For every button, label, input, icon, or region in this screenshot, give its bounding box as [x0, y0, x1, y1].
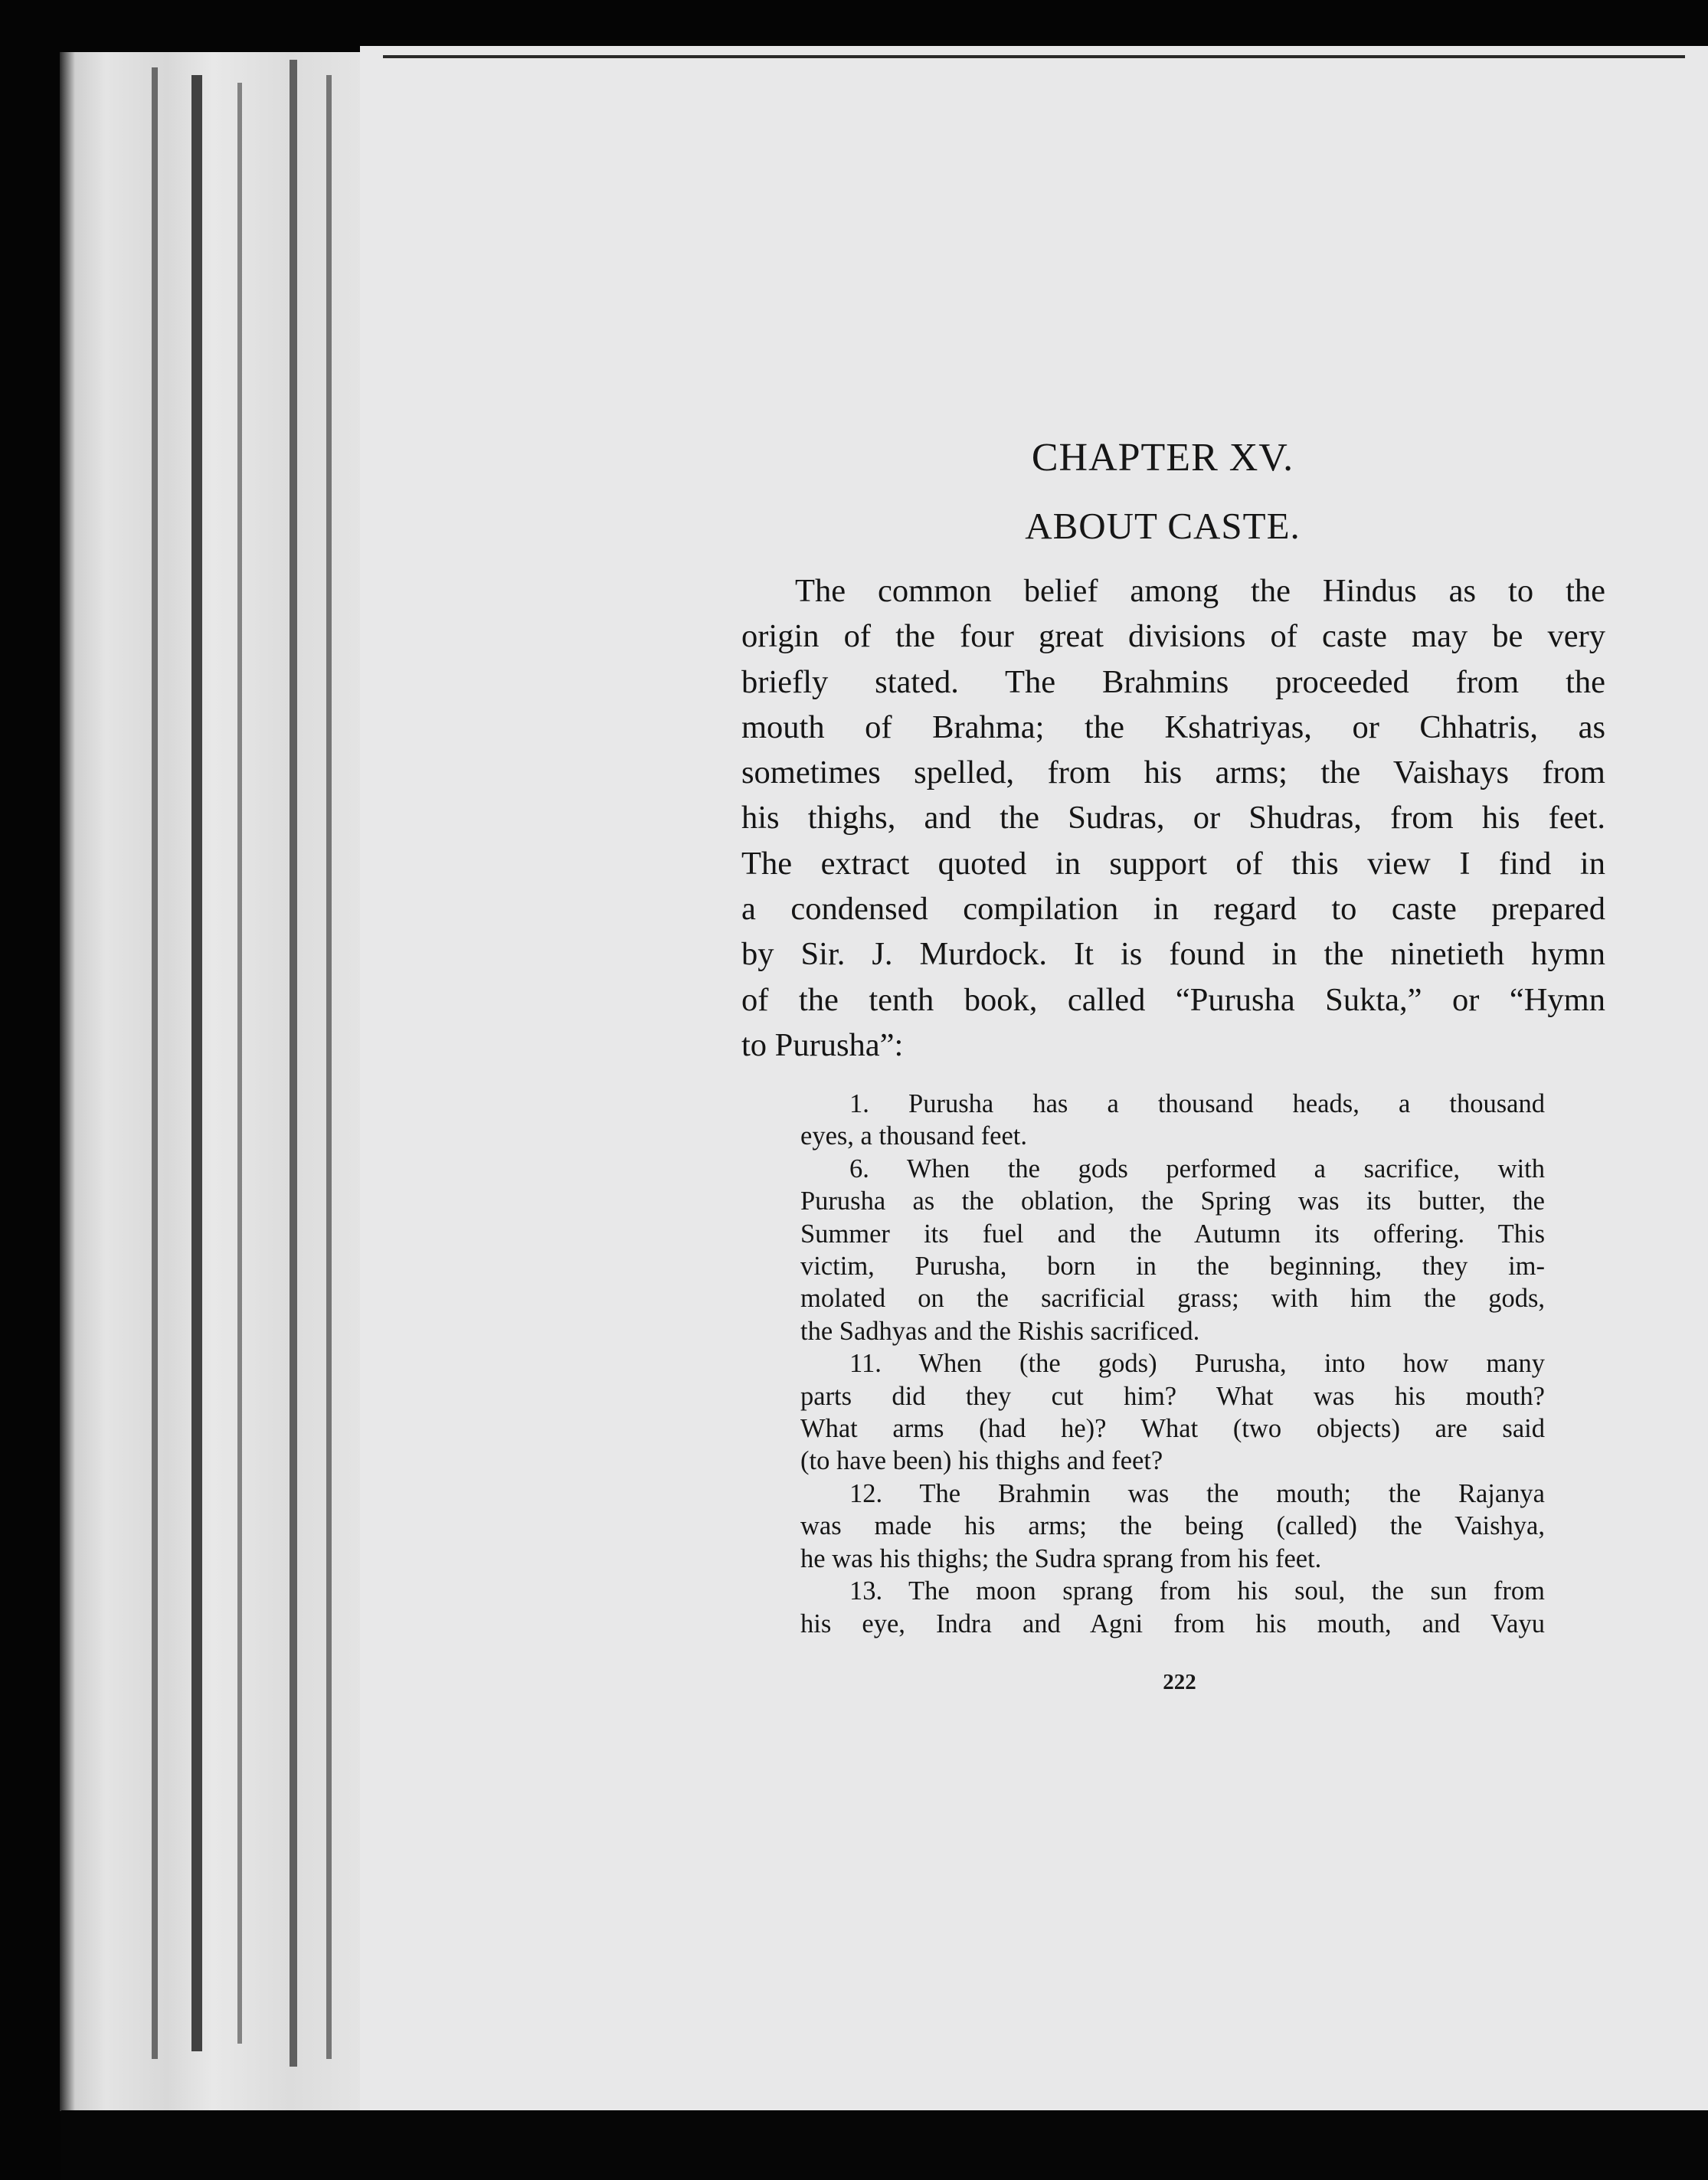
body-line: of the tenth book, called “Purusha Sukta,” or “Hymn: [741, 981, 1605, 1018]
extract-line: What arms (had he)? What (two objects) are said: [800, 1414, 1545, 1444]
book-page-edges: [60, 52, 381, 2111]
page-number: 222: [1163, 1670, 1196, 1694]
body-line: origin of the four great divisions of caste may be very: [741, 618, 1605, 655]
extract-line: 1. Purusha has a thousand heads, a thousand: [849, 1089, 1545, 1118]
scan-bottom-shadow: [61, 2110, 1708, 2180]
extract-line: was made his arms; the being (called) the Vaishya,: [800, 1511, 1545, 1541]
extract-line: Purusha as the oblation, the Spring was its butter, the: [800, 1187, 1545, 1216]
body-line: his thighs, and the Sudras, or Shudras, from his feet.: [741, 800, 1605, 836]
extract-line: 12. The Brahmin was the mouth; the Rajanya: [849, 1478, 1545, 1508]
page-edge-line: [191, 75, 202, 2051]
extract-line: eyes, a thousand feet.: [800, 1121, 1028, 1151]
page-edge-line: [152, 67, 158, 2059]
extract-line: the Sadhyas and the Rishis sacrificed.: [800, 1316, 1200, 1346]
body-line: by Sir. J. Murdock. It is found in the ninetieth hymn: [741, 936, 1605, 973]
extract-line: he was his thighs; the Sudra sprang from his feet.: [800, 1543, 1322, 1573]
page-top-rule: [383, 55, 1685, 58]
extract-line: parts did they cut him? What was his mouth?: [800, 1381, 1545, 1411]
book-page: [360, 46, 1708, 2114]
body-line: The common belief among the Hindus as to the: [795, 573, 1605, 609]
extract-line: 11. When (the gods) Purusha, into how many: [849, 1349, 1545, 1379]
body-line: to Purusha”:: [741, 1026, 904, 1063]
chapter-title: CHAPTER XV.: [1031, 436, 1294, 480]
extract-line: 13. The moon sprang from his soul, the sun from: [849, 1576, 1545, 1606]
extract-line: his eye, Indra and Agni from his mouth, and Vayu: [800, 1609, 1545, 1638]
body-line: briefly stated. The Brahmins proceeded from the: [741, 663, 1605, 700]
extract-line: molated on the sacrificial grass; with him the gods,: [800, 1284, 1545, 1314]
extract-line: (to have been) his thighs and feet?: [800, 1446, 1163, 1476]
body-line: sometimes spelled, from his arms; the Vaishays from: [741, 754, 1605, 791]
page-edge-line: [237, 83, 242, 2044]
body-line: mouth of Brahma; the Kshatriyas, or Chhatris, as: [741, 709, 1605, 745]
extract-line: 6. When the gods performed a sacrifice, with: [849, 1154, 1545, 1183]
hymn-extract: [800, 1088, 1545, 1640]
extract-line: Summer its fuel and the Autumn its offering. This: [800, 1219, 1545, 1249]
body-line: a condensed compilation in regard to caste prepared: [741, 891, 1605, 928]
page-edge-line: [326, 75, 332, 2059]
extract-line: victim, Purusha, born in the beginning, they im-: [800, 1252, 1545, 1281]
body-paragraph: [741, 568, 1605, 1068]
page-edge-line: [290, 60, 297, 2067]
chapter-subtitle: ABOUT CASTE.: [1025, 505, 1301, 547]
body-line: The extract quoted in support of this view I find in: [741, 845, 1605, 882]
